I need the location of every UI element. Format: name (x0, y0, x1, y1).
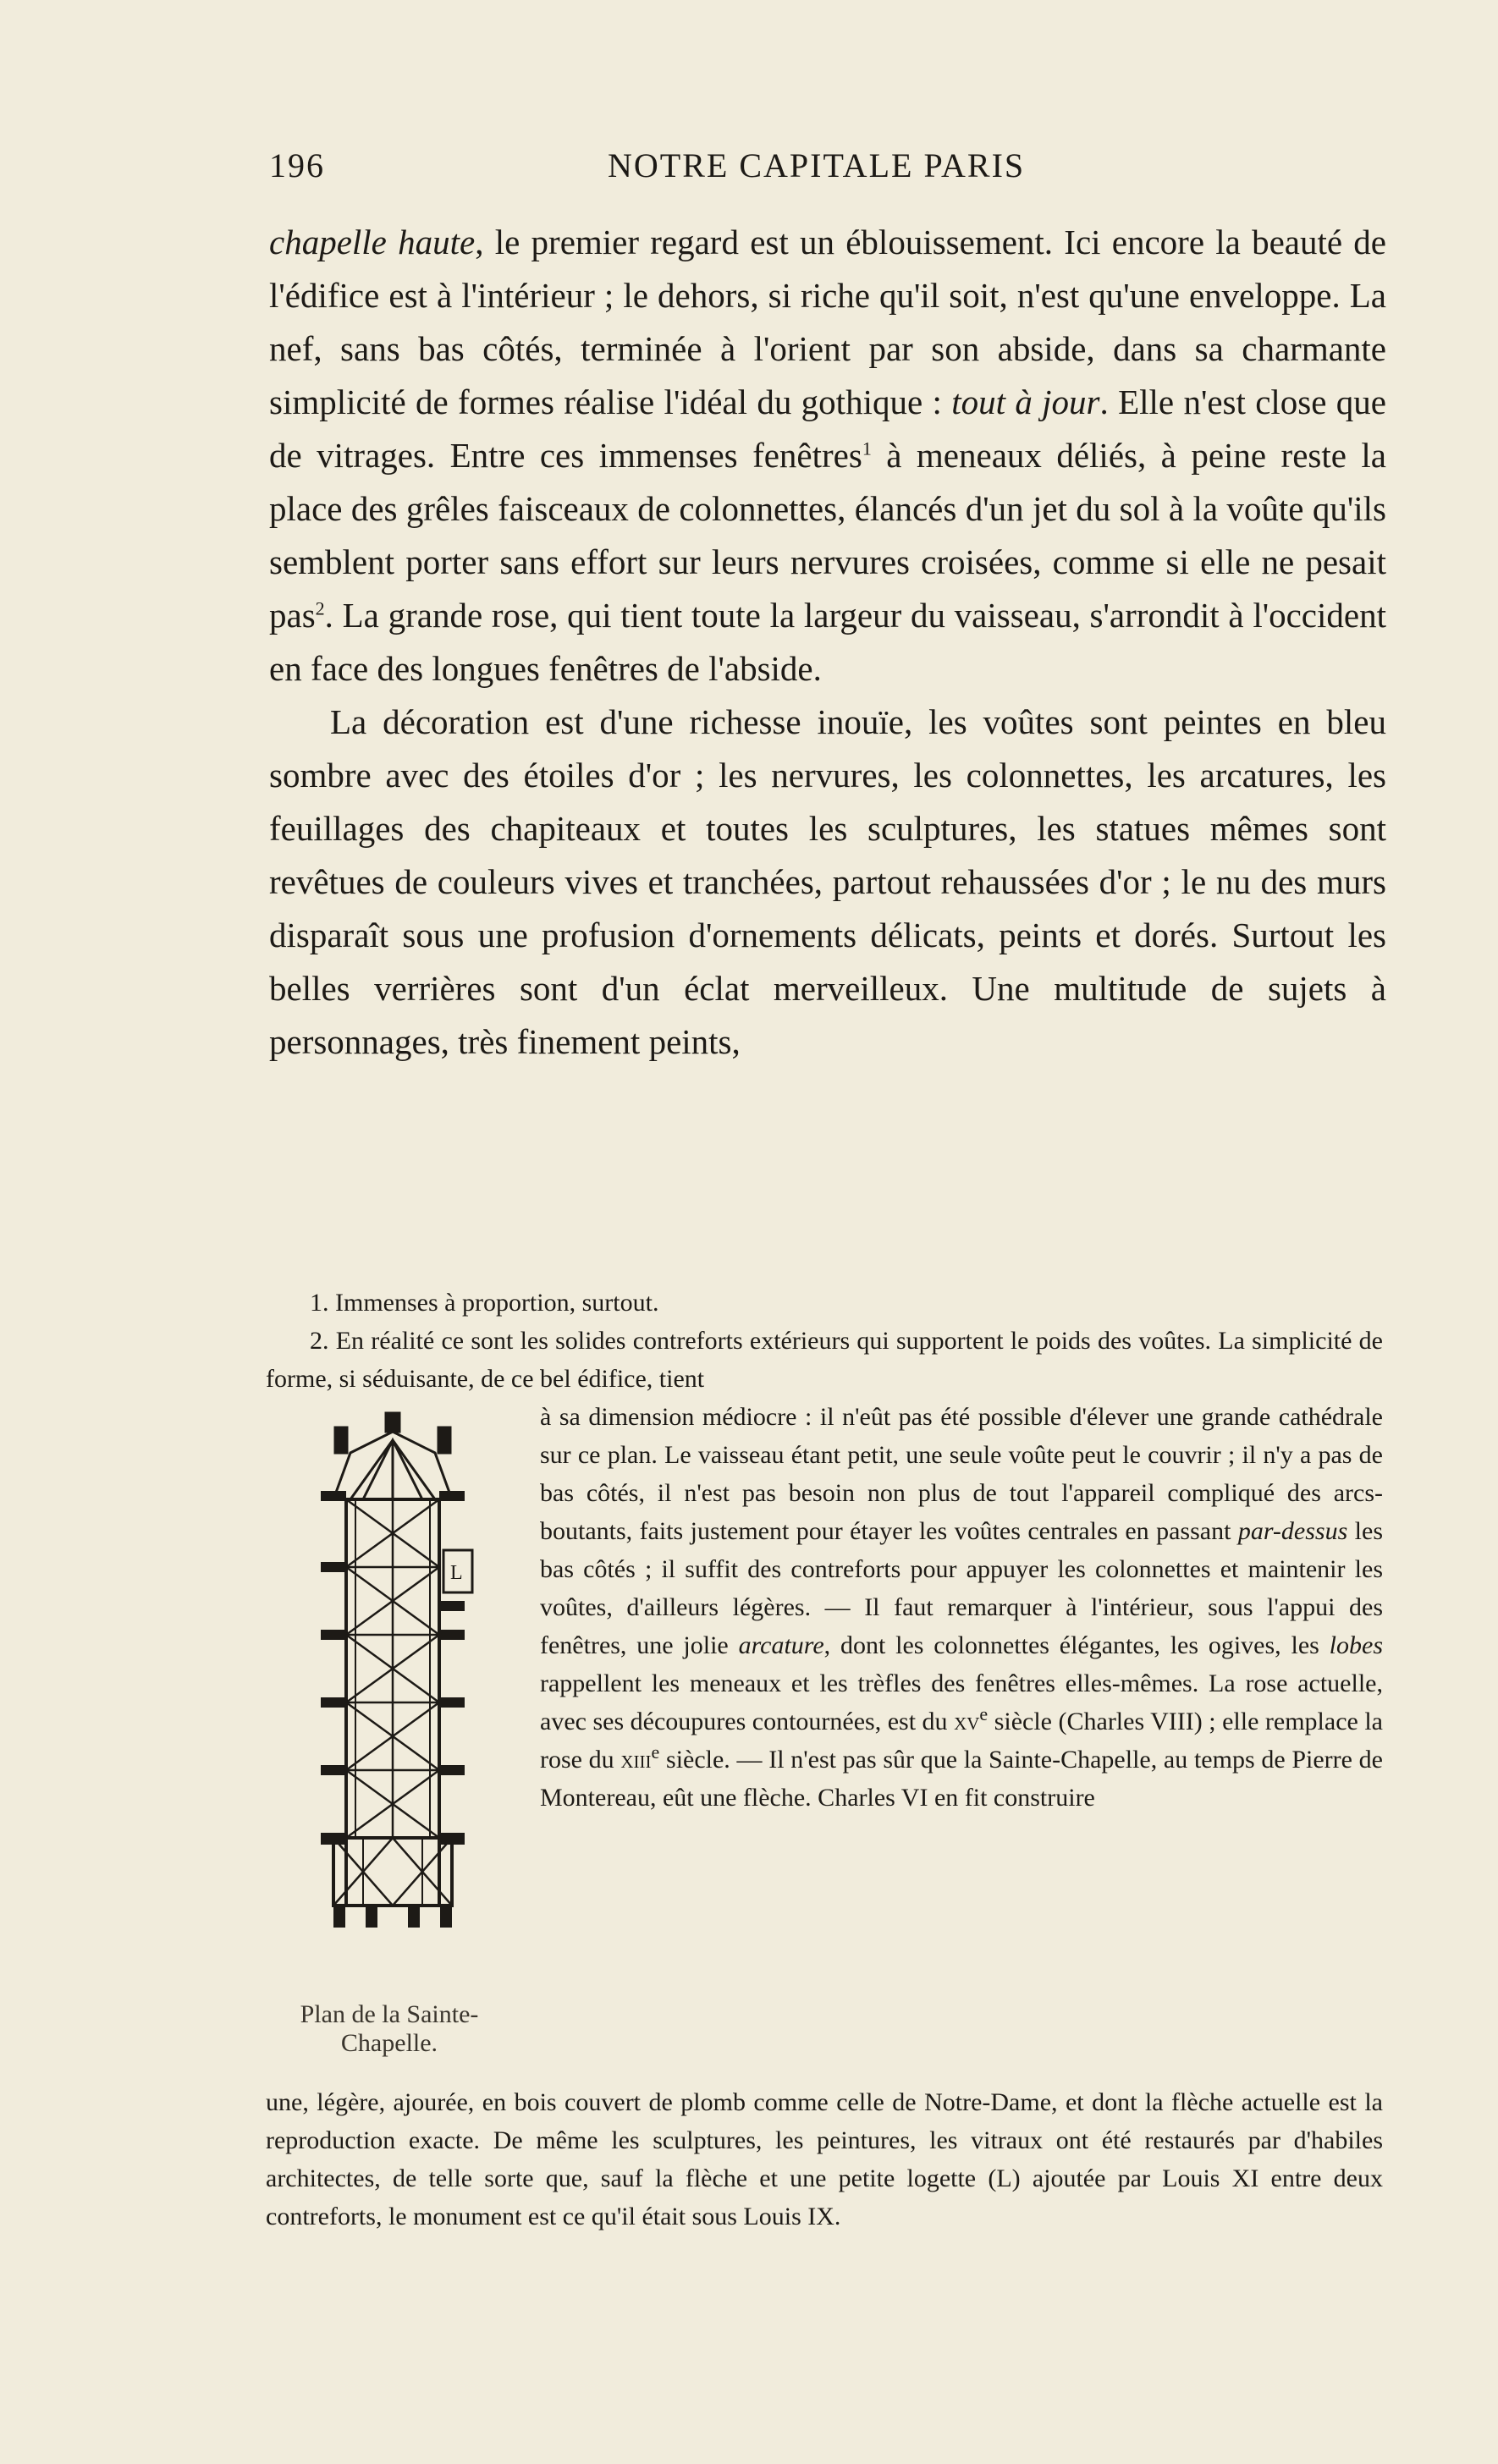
fn2-italic-arcature: arcature (738, 1631, 824, 1659)
italic-tout-a-jour: tout à jour (951, 382, 1100, 421)
fn2-italic-par-dessus: par-dessus (1237, 1517, 1348, 1545)
footnote-1: 1. Immenses à proportion, surtout. (310, 1289, 659, 1317)
fn2-text-b: les bas côtés ; il suffit des contreforts pour appuyer les colonnettes et maintenir les voûtes, d'ailleurs légères. — Il faut remarquer à l'intérieur, sous l'appui des fenêtres, une jolie (540, 1517, 1383, 1659)
caption-line-2: Chapelle. (340, 2029, 438, 2057)
footnote-ref-1: 1 (862, 437, 872, 459)
fn2-century-xv: xv (954, 1708, 980, 1735)
fn2-text-d: rappellent les meneaux et les trèfles des fenêtres elles-mêmes. La rose actuelle, avec ses découpures contournées, est du (540, 1669, 1383, 1735)
main-body-text (269, 216, 1386, 1069)
logette-label: L (450, 1562, 463, 1584)
page-number: 196 (269, 146, 325, 184)
paragraph-1-text-a: , le premier regard est un éblouissement. Ici encore la beauté de l'édifice est à l'intérieur ; le dehors, si riche qu'il soit, n'est qu'une enveloppe. La nef, sans bas côtés, terminée à l'orient par son abside, dans sa charmante simplicité de formes réalise l'idéal du gothique : (269, 223, 1387, 421)
paragraph-1 (269, 216, 1386, 696)
caption-line-1: Plan de la Sainte- (300, 2000, 479, 2028)
footnote-2-tail (266, 2083, 1383, 2236)
paragraph-1-text-b: . Elle n'est close que de vitrages. Entre ces immenses fenêtres (269, 382, 1386, 475)
figure-caption (262, 2000, 516, 2058)
italic-chapelle-haute: chapelle haute (269, 223, 476, 261)
footnote-ref-2: 2 (315, 597, 325, 619)
paragraph-2: La décoration est d'une richesse inouïe, les voûtes sont peintes en bleu sombre avec des étoiles d'or ; les nervures, les colonnettes, les arcatures, les feuillages des chapiteaux et toutes les sculptures, les statues mêmes sont revêtues de couleurs vives et tranchées, partout rehaussées d'or ; le nu des murs disparaît sous une profusion d'ornements délicats, peints et dorés. Surtout les belles verrières sont d'un éclat merveilleux. Une multitude de sujets à personnages, très finement peints, (269, 702, 1386, 1061)
fn2-italic-lobes: lobes (1329, 1631, 1383, 1659)
footnote-figure-wrap (266, 1398, 1383, 2464)
running-title: NOTRE CAPITALE PARIS (608, 146, 1026, 184)
fn2-text-f: siècle. — Il n'est pas sûr que la Sainte-Chapelle, au temps de Pierre de Montereau, eût une flèche. Charles VI en fit construire (540, 1746, 1383, 1812)
sainte-chapelle-plan-illustration (300, 1406, 486, 1990)
fn2-tail-text: une, légère, ajourée, en bois couvert de plomb comme celle de Notre-Dame, et dont la flèche actuelle est la reproduction exacte. De même les sculptures, les peintures, les vitraux ont été restaurés par d'habiles architectes, de telle sorte que, sauf la flèche et une petite logette (L) ajoutée par Louis XI entre deux contreforts, le monument est ce qu'il était sous Louis IX. (266, 2088, 1383, 2230)
fn2-text-a: à sa dimension médiocre : il n'eût pas été possible d'élever une grande cathédrale sur ce plan. Le vaisseau étant petit, une seule voûte peut le couvrir ; il n'y a pas de bas côtés, il n'est pas besoin non plus de tout l'appareil compliqué des arcs-boutants, faits justement pour étayer les voûtes centrales en passant (540, 1403, 1383, 1545)
footnotes (266, 1284, 1383, 2464)
fn2-text-e: siècle (Charles VIII) ; elle remplace la rose du (540, 1708, 1383, 1774)
paragraph-1-text-d: . La grande rose, qui tient toute la largeur du vaisseau, s'arrondit à l'occident en face des longues fenêtres de l'abside. (269, 596, 1386, 688)
fn2-century-xiii: xiii (620, 1746, 652, 1774)
paragraph-1-text-c: à meneaux déliés, à peine reste la place des grêles faisceaux de colonnettes, élancés d'un jet du sol à la voûte qu'ils semblent porter sans effort sur leurs nervures croisées, comme si elle ne pesait pas (269, 436, 1386, 635)
fn2-century-xv-sup: e (979, 1703, 989, 1724)
footnote-2-start: 2. En réalité ce sont les solides contreforts extérieurs qui supportent le poids des voûtes. La simplicité de forme, si séduisante, de ce bel édifice, tient (266, 1327, 1383, 1393)
footnote-2-wrapped-text (540, 1398, 1383, 1817)
fn2-century-xiii-sup: e (651, 1741, 660, 1763)
floor-plan-figure (266, 1398, 520, 2159)
footnote-2-wrapped-paragraph (540, 1398, 1383, 1817)
fn2-text-c: , dont les colonnettes élégantes, les ogives, les (823, 1631, 1330, 1659)
